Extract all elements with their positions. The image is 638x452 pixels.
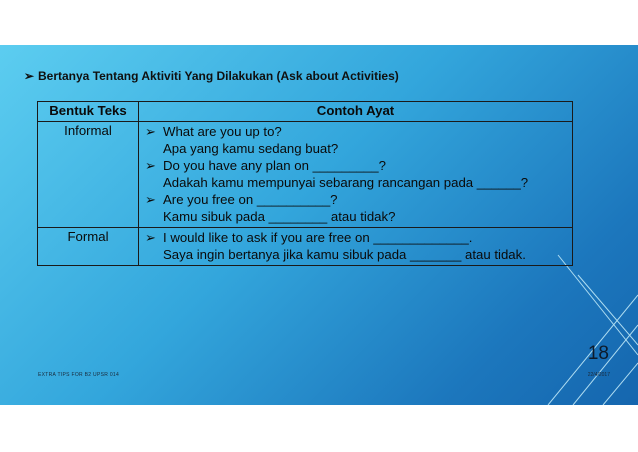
example-translation: Apa yang kamu sedang buat? bbox=[163, 141, 339, 156]
list-item bbox=[145, 191, 564, 225]
example-sentence: What are you up to? bbox=[163, 124, 282, 139]
arrow-bullet-icon: ➢ bbox=[24, 69, 35, 83]
list-item bbox=[145, 123, 564, 157]
header-bentuk-teks: Bentuk Teks bbox=[38, 102, 139, 122]
arrow-bullet-icon: ➢ bbox=[145, 124, 157, 139]
arrow-bullet-icon: ➢ bbox=[145, 192, 157, 207]
list-item bbox=[145, 229, 564, 263]
arrow-bullet-icon: ➢ bbox=[145, 158, 157, 173]
expressions-table bbox=[37, 101, 573, 266]
slide bbox=[0, 45, 638, 405]
table-row bbox=[38, 122, 573, 228]
row-type-formal: Formal bbox=[38, 228, 139, 266]
header-contoh-ayat: Contoh Ayat bbox=[139, 102, 573, 122]
row-content-informal bbox=[139, 122, 573, 228]
example-sentence: I would like to ask if you are free on _____________. bbox=[163, 230, 473, 245]
example-translation: Saya ingin bertanya jika kamu sibuk pada _______ atau tidak. bbox=[163, 247, 526, 262]
example-translation: Adakah kamu mempunyai sebarang rancangan pada ______? bbox=[163, 175, 529, 190]
row-content-formal bbox=[139, 228, 573, 266]
section-heading bbox=[24, 69, 399, 83]
footer-date: 22/4/2017 bbox=[587, 372, 610, 378]
example-translation: Kamu sibuk pada ________ atau tidak? bbox=[163, 209, 396, 224]
table-header-row bbox=[38, 102, 573, 122]
page-number: 18 bbox=[587, 343, 609, 364]
table-row bbox=[38, 228, 573, 266]
example-sentence: Are you free on __________? bbox=[163, 192, 338, 207]
list-item bbox=[145, 157, 564, 191]
example-sentence: Do you have any plan on _________? bbox=[163, 158, 386, 173]
arrow-bullet-icon: ➢ bbox=[145, 230, 157, 245]
section-heading-text: Bertanya Tentang Aktiviti Yang Dilakukan (Ask about Activities) bbox=[38, 69, 399, 83]
footer-title: EXTRA TIPS FOR B2 UPSR 014 bbox=[38, 372, 120, 378]
row-type-informal: Informal bbox=[38, 122, 139, 228]
